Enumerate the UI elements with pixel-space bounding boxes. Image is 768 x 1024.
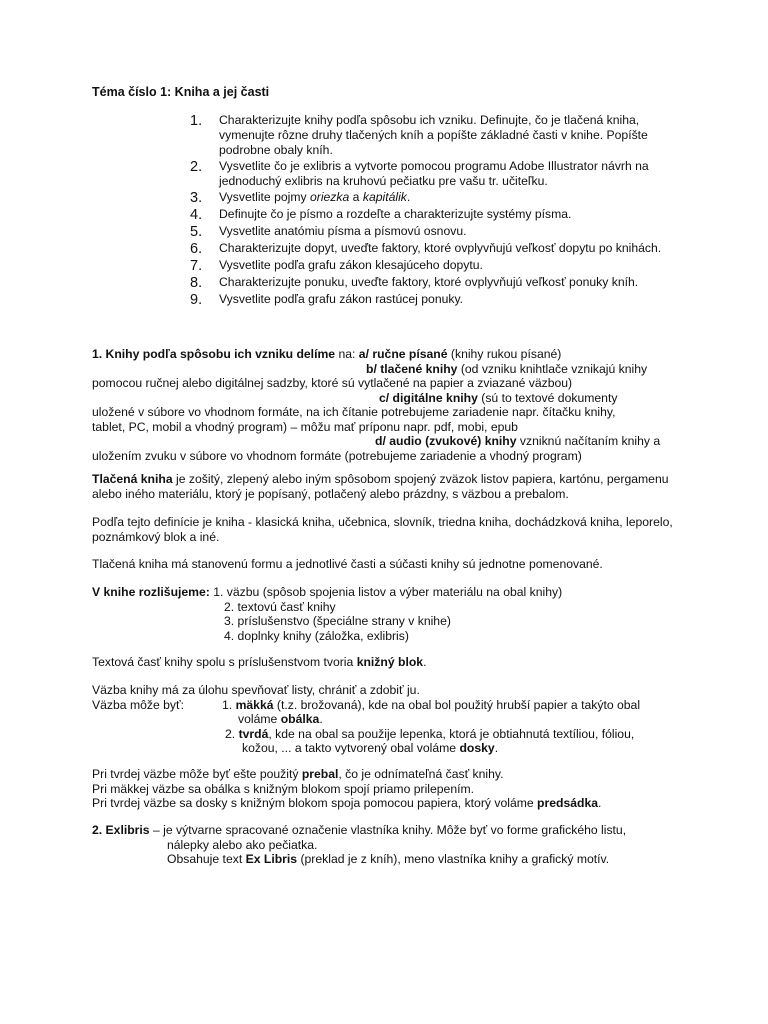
term-prebal: prebal [301,767,339,781]
list-item [190,113,690,158]
item-number: 8. [190,275,203,291]
text-line [92,852,692,867]
text-run: 1. [222,697,236,712]
text-line [92,741,692,756]
text-run: vzniknú načítaním knihy a [516,434,661,448]
page-title: Téma číslo 1: Kniha a jej časti [92,85,270,99]
text-line [92,585,692,600]
term-obalka: obálka [280,712,320,726]
text-line: nálepky alebo ako pečiatka. [167,837,318,852]
text-run: . [406,190,411,204]
paragraph-definicia: Podľa tejto definície je kniha - klasická kniha, učebnica, slovník, triedna kniha, dochádzková kniha, leporelo, poznámkový blok a iné. [92,515,673,544]
type-digitalne: c/ digitálne knihy [379,390,478,405]
term-knizny-blok: knižný blok [356,655,424,669]
item-number: 2. [190,159,203,175]
text-run [222,698,640,713]
term-ex-libris: Ex Libris [245,852,298,866]
text-run: Pri tvrdej väzbe môže byť ešte použitý [92,767,302,781]
list-item: 2. textovú časť knihy [224,599,336,614]
text-run: 2. [225,726,239,741]
paragraph-knizny-blok [92,655,692,670]
text-run: . [423,655,427,669]
text-run: Vysvetlite pojmy [219,190,310,204]
text-run: , kde na obal sa použije lepenka, ktorá je obtiahnutá textíliou, fóliou, [268,726,635,741]
text-line [92,712,692,727]
text-run: Obsahuje text [167,852,246,866]
list-item [190,159,690,189]
item-number: 3. [190,190,203,206]
item-text: Charakterizujte ponuku, uveďte faktory, ktoré ovplyvňujú veľkosť ponuky kníh. [219,275,639,289]
item-number: 7. [190,258,203,274]
term-tlacena-kniha: Tlačená kniha [92,472,173,486]
item-number: 4. [190,207,203,223]
text-line [92,823,692,838]
list-item: 4. doplnky knihy (záložka, exlibris) [224,628,409,643]
list-item [190,275,690,291]
text-run: (preklad je z kníh), meno vlastníka knihy a grafický motív. [297,852,610,866]
list-item [190,241,690,257]
section-vazba [92,683,692,756]
section-rozlisujeme [92,585,692,643]
item-text: Charakterizujte dopyt, uveďte faktory, ktoré ovplyvňujú veľkosť dopytu po knihách. [219,241,662,255]
text-run: kožou, ... a takto vytvorený obal voláme [242,741,460,755]
list-item [190,190,690,206]
text-run: na: [335,347,359,361]
item-number: 5. [190,224,203,240]
term-oriezka: oriezka [309,190,350,204]
section-heading: 1. Knihy podľa spôsobu ich vzniku delíme [92,347,336,361]
text-run: voláme [238,712,281,726]
text-line [92,698,692,713]
text-run: (od vzniku knihtlače vznikajú knihy [457,361,648,376]
question-list [190,113,690,309]
text-run: – je výtvarne spracované označenie vlastníka knihy. Môže byť vo forme grafického listu, [149,823,627,837]
text-line: tablet, PC, mobil a vhodný program) – môžu mať príponu napr. pdf, mobi, epub [92,419,518,434]
text-run: 1. väzbu (spôsob spojenia listov a výber materiálu na obal knihy) [209,585,563,599]
section-prebal [92,767,692,811]
text-line [92,796,692,811]
item-text: Vysvetlite čo je exlibris a vytvorte pomocou programu Adobe Illustrator návrh na jednoduchý exlibris na kruhovú pečiatku pre vašu tr. učiteľku. [219,159,649,188]
item-text: Vysvetlite podľa grafu zákon rastúcej ponuky. [219,292,464,306]
text-run: . [598,796,602,810]
text-run: (knihy rukou písané) [447,347,562,361]
text-line: uložené v súbore vo vhodnom formáte, na ich čítanie potrebujeme zariadenie napr. čítačku knihy, [92,405,616,419]
item-number: 9. [190,292,203,308]
text-line [92,767,692,782]
text-line: Pri mäkkej väzbe sa obálka s knižným blokom spojí priamo prilepením. [92,781,475,796]
text-run: a [349,190,363,204]
text-run: Väzba môže byť: [92,697,184,712]
list-item [190,258,690,274]
term-v-knihe-rozlisujeme: V knihe rozlišujeme: [92,585,210,599]
term-dosky: dosky [459,741,495,755]
text-run: je zošitý, zlepený alebo iným spôsobom spojený zväzok listov papiera, kartónu, pergamenu alebo iného materiálu, ktorý je popísaný, potlačený alebo prázdny, s väzbou a prebalom. [92,472,669,501]
text-line: pomocou ručnej alebo digitálnej sadzby, ktoré sú vytlačené na papier a zviazané väzbou) [92,376,573,390]
list-item [190,207,690,223]
list-item [190,224,690,240]
item-number: 6. [190,241,203,257]
term-tvrda: tvrdá [238,726,269,741]
text-run: Pri tvrdej väzbe sa dosky s knižným blokom spoja pomocou papiera, ktorý voláme [92,796,538,810]
text-line: Väzba knihy má za úlohu spevňovať listy, chrániť a zdobiť ju. [92,683,420,697]
section-exlibris [92,823,692,867]
type-line [92,434,692,449]
paragraph-forma: Tlačená kniha má stanovenú formu a jednotlivé časti a súčasti knihy sú jednotne pomenované. [92,557,603,571]
item-text: Definujte čo je písmo a rozdeľte a charakterizujte systémy písma. [219,207,572,221]
term-predsadka: predsádka [537,796,599,810]
text-run: (t.z. brožovaná), kde na obal bol použitý hrubší papier a takýto obal [273,697,641,712]
item-text: Vysvetlite podľa grafu zákon klesajúceho dopytu. [219,258,483,272]
section-heading-line [92,347,692,362]
text-run: . [319,712,323,726]
section-heading: 2. Exlibris [92,823,150,837]
text-run: , čo je odnímateľná časť knihy. [338,767,504,781]
item-text: Vysvetlite anatómiu písma a písmovú osnovu. [219,224,467,238]
term-makka: mäkká [235,697,274,712]
list-item [190,292,690,308]
type-rucne-pisane: a/ ručne písané [358,347,448,361]
text-run: Textová časť knihy spolu s príslušenstvom tvoria [92,655,357,669]
type-line [92,391,692,406]
type-tlacene: b/ tlačené knihy [366,361,458,376]
term-kapitalik: kapitálik [362,190,407,204]
type-line [92,362,692,377]
text-line: uložením zvuku v súbore vo vhodnom formáte (potrebujeme zariadenie a vhodný program) [92,448,582,463]
text-run: . [494,741,499,755]
section-knihy-podla-vzniku [92,347,692,463]
item-number: 1. [190,113,203,129]
type-audio: d/ audio (zvukové) knihy [375,434,517,448]
item-text: Charakterizujte knihy podľa spôsobu ich vzniku. Definujte, čo je tlačená kniha, vymenujte rôzne druhy tlačených kníh a popíšte základné časti v knihe. Popíšte podrobne obaly kníh. [219,113,648,157]
text-run: (sú to textové dokumenty [477,390,618,405]
item-text [219,190,690,206]
paragraph-tlacena-kniha [92,472,692,501]
text-line [92,727,692,742]
list-item: 3. príslušenstvo (špeciálne strany v knihe) [224,614,451,628]
